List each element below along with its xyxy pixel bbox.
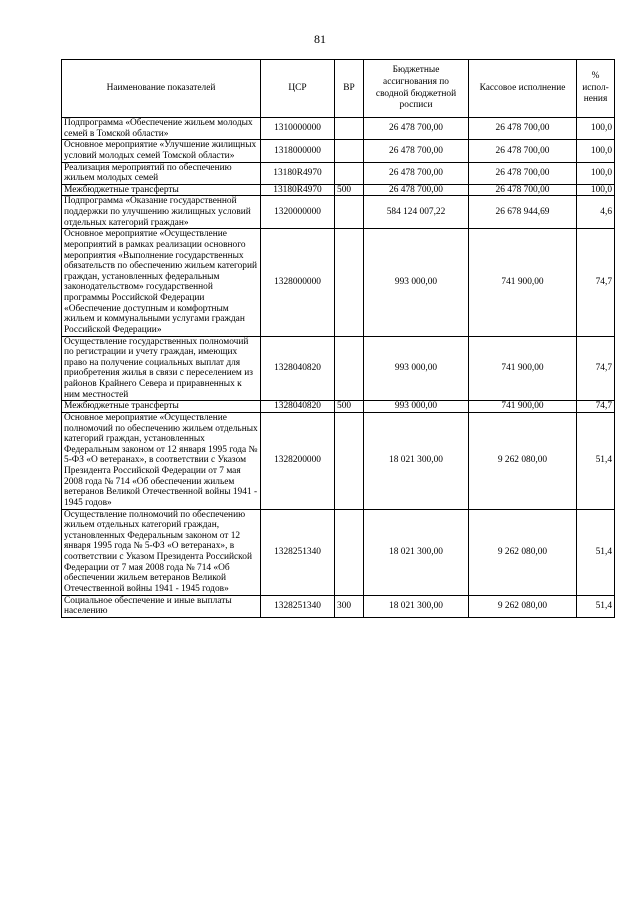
budget-execution-table [61, 59, 615, 618]
cell-vr: 500 [335, 401, 364, 413]
header-cash: Кассовое исполнение [469, 60, 577, 118]
cell-name: Осуществление полномочий по обеспечению жильем отдельных категорий граждан, установленных Федеральным законом от 12 января 1995 года № 5-ФЗ «О ветеранах», в соответствии с Указом Президента Российской Федерации от 7 мая 2008 года № 714 «Об обеспечении жильем ветеранов Великой Отечественной войны 1941 - 1945 годов» [62, 509, 261, 595]
cell-cash: 741 900,00 [469, 336, 577, 401]
cell-pct: 51,4 [577, 412, 615, 509]
cell-pct: 51,4 [577, 509, 615, 595]
cell-budget: 993 000,00 [364, 336, 469, 401]
cell-vr [335, 118, 364, 140]
cell-budget: 26 478 700,00 [364, 162, 469, 184]
cell-vr [335, 140, 364, 162]
cell-vr [335, 336, 364, 401]
cell-budget: 18 021 300,00 [364, 595, 469, 617]
table-row [62, 336, 615, 401]
cell-name: Межбюджетные трансферты [62, 184, 261, 196]
page-number: 81 [314, 32, 326, 46]
cell-name: Межбюджетные трансферты [62, 401, 261, 413]
cell-budget: 584 124 007,22 [364, 196, 469, 229]
cell-csr: 1320000000 [261, 196, 335, 229]
cell-name: Подпрограмма «Оказание государственной поддержки по улучшению жилищных условий отдельных категорий граждан» [62, 196, 261, 229]
cell-csr: 13180R4970 [261, 184, 335, 196]
table-row [62, 595, 615, 617]
header-name: Наименование показателей [62, 60, 261, 118]
cell-budget: 18 021 300,00 [364, 509, 469, 595]
cell-cash: 9 262 080,00 [469, 412, 577, 509]
cell-vr [335, 196, 364, 229]
cell-budget: 26 478 700,00 [364, 140, 469, 162]
cell-name: Реализация мероприятий по обеспечению жильем молодых семей [62, 162, 261, 184]
cell-pct: 100,0 [577, 184, 615, 196]
table-header-row [62, 60, 615, 118]
cell-cash: 9 262 080,00 [469, 509, 577, 595]
cell-csr: 1328040820 [261, 401, 335, 413]
cell-pct: 100,0 [577, 118, 615, 140]
cell-cash: 26 478 700,00 [469, 118, 577, 140]
cell-name: Подпрограмма «Обеспечение жильем молодых семей в Томской области» [62, 118, 261, 140]
table-row [62, 184, 615, 196]
cell-budget: 993 000,00 [364, 401, 469, 413]
cell-cash: 741 900,00 [469, 401, 577, 413]
cell-csr: 1328000000 [261, 229, 335, 336]
cell-budget: 26 478 700,00 [364, 118, 469, 140]
cell-csr: 1318000000 [261, 140, 335, 162]
cell-vr [335, 162, 364, 184]
table-row [62, 162, 615, 184]
header-pct: % испол-нения [577, 60, 615, 118]
header-budget: Бюджетные ассигнования по сводной бюджетной росписи [364, 60, 469, 118]
cell-pct: 74,7 [577, 401, 615, 413]
cell-cash: 26 478 700,00 [469, 140, 577, 162]
cell-pct: 100,0 [577, 140, 615, 162]
cell-csr: 13180R4970 [261, 162, 335, 184]
header-vr: ВР [335, 60, 364, 118]
cell-vr [335, 412, 364, 509]
cell-budget: 18 021 300,00 [364, 412, 469, 509]
table-row [62, 412, 615, 509]
table-row [62, 196, 615, 229]
table-row [62, 401, 615, 413]
cell-cash: 26 478 700,00 [469, 162, 577, 184]
cell-cash: 741 900,00 [469, 229, 577, 336]
cell-pct: 74,7 [577, 229, 615, 336]
header-csr: ЦСР [261, 60, 335, 118]
cell-vr: 500 [335, 184, 364, 196]
cell-vr [335, 509, 364, 595]
cell-budget: 26 478 700,00 [364, 184, 469, 196]
table-row [62, 509, 615, 595]
table-row [62, 140, 615, 162]
cell-pct: 100,0 [577, 162, 615, 184]
cell-csr: 1328040820 [261, 336, 335, 401]
cell-pct: 4,6 [577, 196, 615, 229]
cell-vr [335, 229, 364, 336]
cell-name: Основное мероприятие «Улучшение жилищных условий молодых семей Томской области» [62, 140, 261, 162]
cell-name: Основное мероприятие «Осуществление полномочий по обеспечению жильем отдельных категорий граждан, установленных Федеральным законом от 12 января 1995 года № 5-ФЗ «О ветеранах», в соответствии с Указом Президента Российской Федерации от 7 мая 2008 года № 714 «Об обеспечении жильем ветеранов Великой Отечественной войны 1941 - 1945 годов» [62, 412, 261, 509]
table-row [62, 229, 615, 336]
cell-cash: 26 678 944,69 [469, 196, 577, 229]
table-row [62, 118, 615, 140]
cell-csr: 1328251340 [261, 509, 335, 595]
cell-cash: 26 478 700,00 [469, 184, 577, 196]
cell-name: Социальное обеспечение и иные выплаты населению [62, 595, 261, 617]
cell-name: Осуществление государственных полномочий по регистрации и учету граждан, имеющих право на получение социальных выплат для приобретения жилья в связи с переселением из районов Крайнего Севера и приравненных к ним местностей [62, 336, 261, 401]
cell-cash: 9 262 080,00 [469, 595, 577, 617]
cell-budget: 993 000,00 [364, 229, 469, 336]
cell-pct: 51,4 [577, 595, 615, 617]
cell-name: Основное мероприятие «Осуществление мероприятий в рамках реализации основного мероприятия «Выполнение государственных обязательств по обеспечению жильем категорий граждан, установленных федеральным законодательством» государственной программы Российской Федерации «Обеспечение доступным и комфортным жильем и коммунальными услугами граждан Российской Федерации» [62, 229, 261, 336]
cell-csr: 1328200000 [261, 412, 335, 509]
cell-csr: 1310000000 [261, 118, 335, 140]
cell-csr: 1328251340 [261, 595, 335, 617]
cell-pct: 74,7 [577, 336, 615, 401]
cell-vr: 300 [335, 595, 364, 617]
